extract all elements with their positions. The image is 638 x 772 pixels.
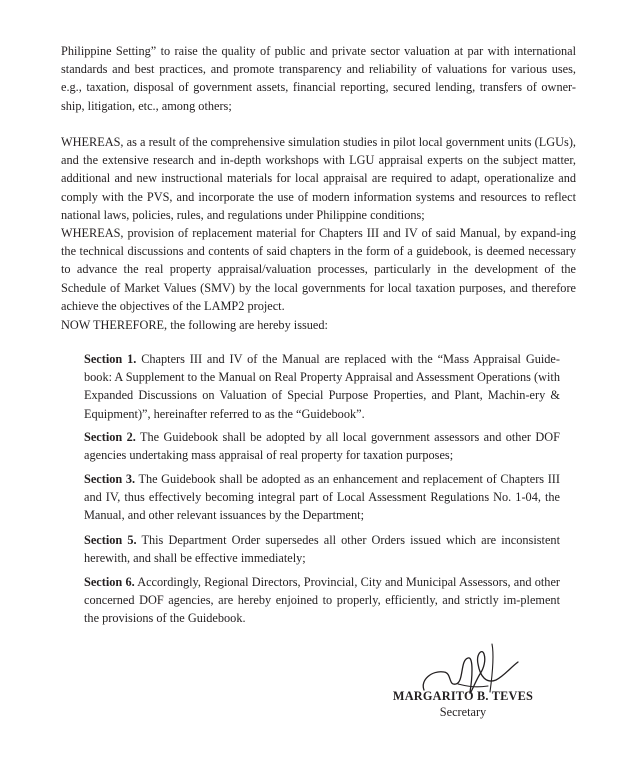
section-text: Chapters III and IV of the Manual are replaced with the “Mass Appraisal Guide-book: A Supplement to the Manual on Real Property Appraisal and Assessment Operations (with Expanded Discussions on Valuation of Special Purpose Properties, and Plant, Machin-ery & Equipment)”, hereinafter referred to as the “Guidebook”.	[84, 352, 560, 421]
paragraph-whereas-2: WHEREAS, provision of replacement material for Chapters III and IV of said Manual, by expand-ing the technical discussions and contents of said chapters in the form of a guidebook, is deemed necessary to advance the real property appraisal/valuation processes, particularly in the development of the Schedule of Market Values (SMV) by the local governments for local taxation purposes, and therefore achieve the objectives of the LAMP2 project.	[61, 226, 576, 313]
section-heading: Section 2.	[84, 430, 136, 444]
section-text: This Department Order supersedes all other Orders issued which are inconsistent herewith, and shall be effective immediately;	[84, 533, 560, 566]
section-heading: Section 1.	[84, 352, 137, 366]
signature-block	[388, 640, 568, 730]
section-heading: Section 3.	[84, 472, 136, 486]
section-text: The Guidebook shall be adopted as an enhancement and replacement of Chapters III and IV, thus effectively becoming integral part of Local Assessment Regulations No. 1-04, the Manual, and other relevant issuances by the Department;	[84, 472, 560, 523]
section-1	[84, 350, 560, 423]
section-heading: Section 5.	[84, 533, 137, 547]
section-text: Accordingly, Regional Directors, Provincial, City and Municipal Assessors, and other concerned DOF agencies, are hereby enjoined to properly, efficiently, and strictly im-plement the provisions of the Guidebook.	[84, 575, 560, 626]
paragraph-now-therefore: NOW THEREFORE, the following are hereby issued:	[61, 318, 328, 332]
section-5	[84, 531, 560, 567]
signatory-title: Secretary	[439, 705, 487, 719]
section-6	[84, 573, 560, 628]
signatory-name: MARGARITO B. TEVES	[392, 689, 534, 703]
paragraph-intro: Philippine Setting” to raise the quality of public and private sector valuation at par with international standards and best practices, and promote transparency and reliability of valuations for various uses, e.g., taxation, disposal of government assets, financial reporting, secured lending, transfers of owner-ship, litigation, etc., among others;	[61, 44, 576, 113]
section-text: The Guidebook shall be adopted by all local government assessors and other DOF agencies undertaking mass appraisal of real property for taxation purposes;	[84, 430, 560, 463]
section-2	[84, 428, 560, 464]
section-3	[84, 470, 560, 525]
section-heading: Section 6.	[84, 575, 135, 589]
paragraph-whereas-1: WHEREAS, as a result of the comprehensive simulation studies in pilot local government units (LGUs), and the extensive research and in-depth workshops with LGU appraisal experts on the subject matter, additional and new instructional materials for local appraisal are required to adapt, operationalize and comply with the PVS, and incorporate the use of modern information systems and resources to reflect national laws, policies, rules, and regulations under Philippine conditions;	[61, 135, 576, 222]
